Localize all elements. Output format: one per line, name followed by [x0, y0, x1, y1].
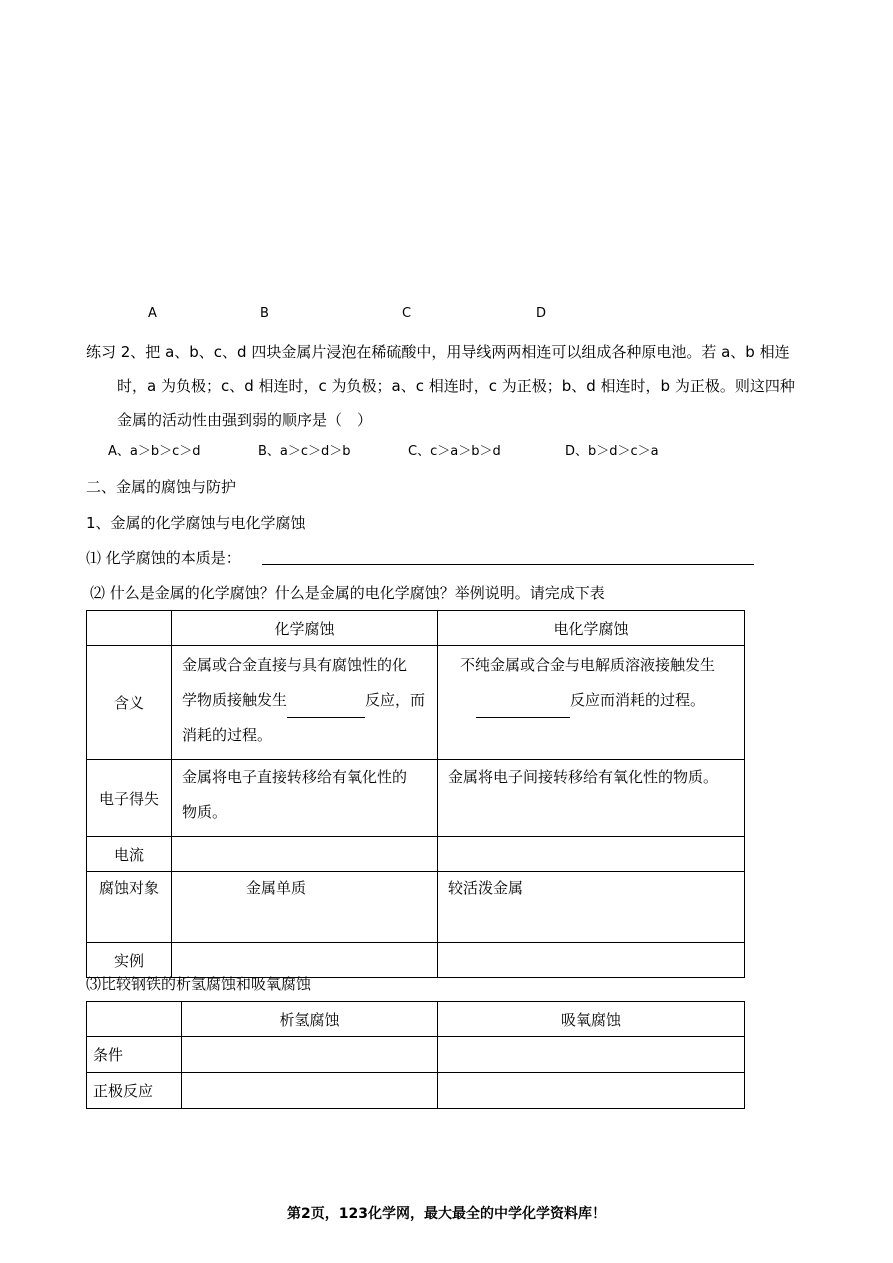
meaning-chem-line2 — [182, 683, 427, 718]
table2-header-oxygen: 吸氧腐蚀 — [438, 1002, 745, 1037]
exercise2-line2: 时，a 为负极；c、d 相连时，c 为负极；a、c 相连时，c 为正极；b、d 相连时，b 为正极。则这四种 — [117, 377, 795, 395]
object-label-text: 腐蚀对象 — [98, 879, 159, 897]
meaning-chemical-cell — [172, 646, 438, 760]
figure-label-b: B — [260, 306, 269, 321]
example-electrochemical-cell[interactable] — [438, 943, 745, 978]
object-elec-text: 较活泼金属 — [448, 879, 524, 897]
row-label-object — [87, 872, 172, 943]
option-a: A、a＞b＞c＞d — [108, 444, 201, 459]
meaning-elec-line1: 不纯金属或合金与电解质溶液接触发生 — [460, 656, 716, 674]
electron-chemical-cell — [172, 760, 438, 837]
row-label-current: 电流 — [87, 837, 172, 872]
table2-corner-cell — [87, 1002, 182, 1037]
subsection-title: 1、金属的化学腐蚀与电化学腐蚀 — [86, 514, 306, 532]
figure-label-d: D — [536, 306, 547, 321]
option-b: B、a＞c＞d＞b — [258, 444, 351, 459]
table1-corner-cell — [87, 611, 172, 646]
row-label-electron: 电子得失 — [87, 760, 172, 837]
meaning-elec-text: 反应而消耗的过程。 — [570, 691, 706, 709]
figure-label-a: A — [148, 306, 157, 321]
cathode-oxygen-cell[interactable] — [438, 1073, 745, 1109]
table1-header-electrochemical: 电化学腐蚀 — [438, 611, 745, 646]
figure-label-c: C — [402, 306, 412, 321]
meaning-chem-blank[interactable] — [287, 699, 365, 718]
exercise2-line3: 金属的活动性由强到弱的顺序是（ ） — [117, 411, 373, 429]
electron-chem-line2: 物质。 — [182, 803, 228, 821]
row-label-cathode-reaction: 正极反应 — [87, 1073, 182, 1109]
cathode-hydrogen-cell[interactable] — [182, 1073, 438, 1109]
question3-label: ⑶比较钢铁的析氢腐蚀和吸氧腐蚀 — [86, 975, 312, 993]
condition-hydrogen-cell[interactable] — [182, 1037, 438, 1073]
option-d: D、b＞d＞c＞a — [565, 444, 659, 459]
object-chem-text: 金属单质 — [246, 879, 307, 897]
question1-label: ⑴ 化学腐蚀的本质是： — [86, 549, 241, 567]
page-footer: 第2页，123化学网，最大最全的中学化学资料库！ — [287, 1206, 606, 1222]
iron-corrosion-table — [86, 1001, 745, 1109]
electron-elec-text: 金属将电子间接转移给有氧化性的物质。 — [448, 768, 719, 786]
electron-electrochemical-cell — [438, 760, 745, 837]
row-label-meaning: 含义 — [87, 646, 172, 760]
row-label-example: 实例 — [87, 943, 172, 978]
row-label-condition: 条件 — [87, 1037, 182, 1073]
table2-header-hydrogen: 析氢腐蚀 — [182, 1002, 438, 1037]
option-c: C、c＞a＞b＞d — [408, 444, 501, 459]
object-electrochemical-cell — [438, 872, 745, 943]
table1-header-chemical: 化学腐蚀 — [172, 611, 438, 646]
object-chemical-cell — [172, 872, 438, 943]
section-title: 二、金属的腐蚀与防护 — [86, 478, 237, 496]
question1-answer-line[interactable] — [262, 564, 754, 565]
question2-label: ⑵ 什么是金属的化学腐蚀？什么是金属的电化学腐蚀？举例说明。请完成下表 — [90, 584, 605, 602]
meaning-chem-text2: 反应，而 — [365, 691, 426, 709]
electron-chem-line1: 金属将电子直接转移给有氧化性的 — [182, 768, 408, 786]
meaning-chem-line1: 金属或合金直接与具有腐蚀性的化 — [182, 656, 408, 674]
meaning-chem-line3: 消耗的过程。 — [182, 726, 273, 744]
meaning-chem-text: 学物质接触发生 — [182, 691, 288, 709]
current-electrochemical-cell[interactable] — [438, 837, 745, 872]
meaning-elec-line2 — [460, 683, 734, 718]
corrosion-comparison-table — [86, 610, 745, 978]
condition-oxygen-cell[interactable] — [438, 1037, 745, 1073]
exercise2-line1: 练习 2、把 a、b、c、d 四块金属片浸泡在稀硫酸中，用导线两两相连可以组成各种原电池。若 a、b 相连 — [86, 343, 790, 361]
current-chemical-cell[interactable] — [172, 837, 438, 872]
meaning-elec-blank[interactable] — [476, 699, 570, 718]
meaning-electrochemical-cell — [438, 646, 745, 760]
